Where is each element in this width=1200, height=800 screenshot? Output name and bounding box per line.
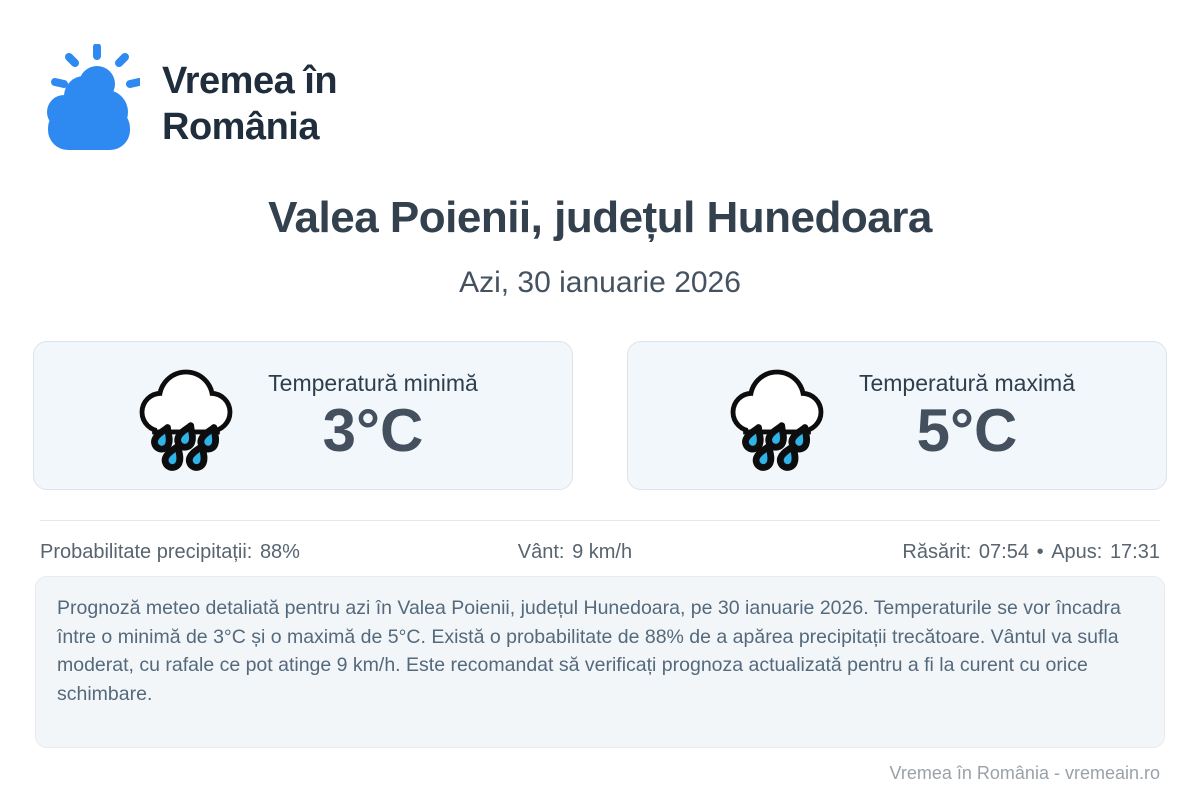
cloud-sun-logo-icon <box>40 44 140 156</box>
min-temperature-card <box>33 341 573 490</box>
sunset-label: Apus: <box>1051 541 1103 563</box>
wind-value: 9 km/h <box>572 541 633 563</box>
brand-name-line1: Vremea în <box>162 60 338 102</box>
sunrise-label: Răsărit: <box>902 541 972 563</box>
footer <box>890 763 1160 784</box>
max-temperature-text <box>859 370 1075 462</box>
wind-stat <box>408 541 742 564</box>
brand-header <box>40 44 337 156</box>
max-temperature-value: 5°C <box>916 396 1018 464</box>
rain-cloud-icon <box>128 358 244 474</box>
sunset-value: 17:31 <box>1109 541 1160 563</box>
min-temperature-value: 3°C <box>322 396 424 464</box>
forecast-text: Prognoză meteo detaliată pentru azi în Valea Poienii, județul Hunedoara, pe 30 ianuarie 2026. Temperaturile se vor încadra între o minimă de 3°C și o maximă de 5°C. Există o probabilitate de 88% de a apărea precipitații trecătoare. Vântul va sufla moderat, cu rafale ce pot atinge 9 km/h. Este recomandat să verificați prognoza actualizată pentru a fi la curent cu orice schimbare. <box>57 597 1121 705</box>
date-subtitle: Azi, 30 ianuarie 2026 <box>459 266 741 299</box>
min-temperature-label: Temperatură minimă <box>268 369 478 396</box>
wind-label: Vânt: <box>517 541 565 563</box>
stats-row <box>40 541 1160 564</box>
bullet-separator: • <box>1036 541 1044 563</box>
max-temperature-card <box>627 341 1167 490</box>
sunrise-value: 07:54 <box>978 541 1029 563</box>
forecast-box <box>35 576 1165 748</box>
precipitation-value: 88% <box>259 541 300 563</box>
footer-credit: Vremea în România - vremeain.ro <box>889 763 1160 783</box>
min-temperature-text <box>268 370 478 462</box>
max-temperature-label: Temperatură maximă <box>858 369 1076 396</box>
divider <box>40 520 1160 521</box>
brand-name <box>162 58 337 151</box>
sun-stat <box>742 541 1160 564</box>
brand-name-line2: România <box>162 106 319 149</box>
page-title: Valea Poienii, județul Hunedoara <box>268 193 932 242</box>
precipitation-label: Probabilitate precipitații: <box>40 541 253 563</box>
temperature-cards <box>33 341 1167 490</box>
precipitation-stat <box>40 541 408 564</box>
rain-cloud-icon <box>719 358 835 474</box>
